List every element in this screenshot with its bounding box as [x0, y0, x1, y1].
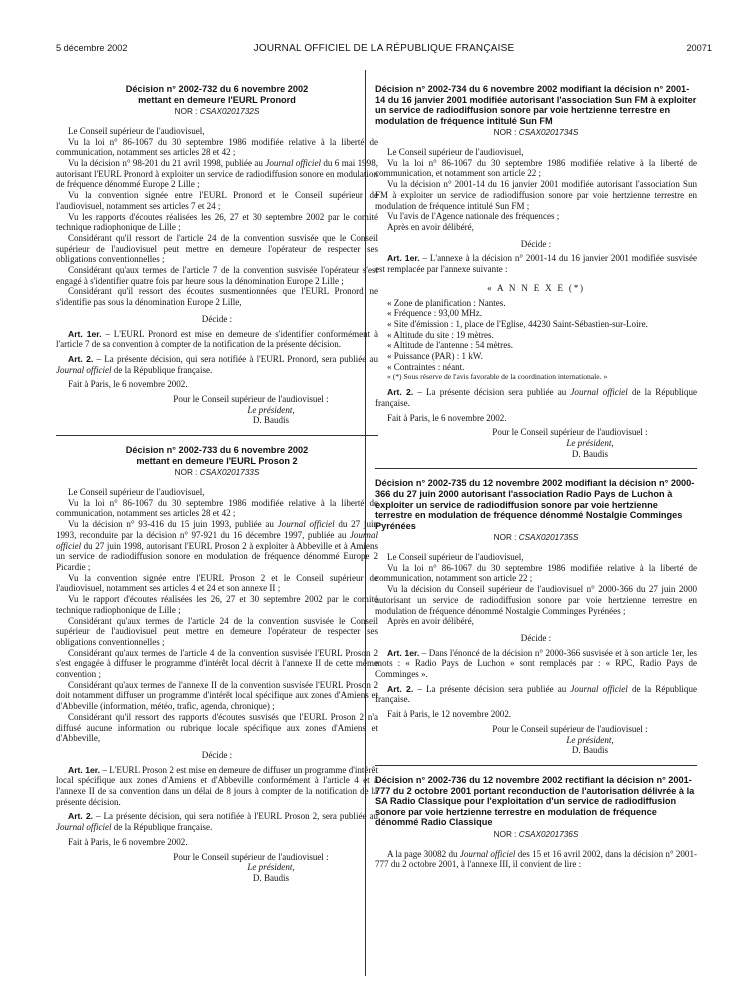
- header-page-number: 20071: [686, 43, 712, 53]
- paragraph: Considérant qu'aux termes de l'annexe II de la convention susvisée l'EURL Proson 2 doit notamment diffuser un programme d'intérêt local spécifique aux zones d'Amiens et d'Abbeville (information, météo, trafic, agenda, chronique) ;: [56, 679, 378, 712]
- decision-title: Décision n° 2002-734 du 6 novembre 2002 modifiant la décision n° 2001-14 du 16 janvier 2001 modifiée autorisant l'association Sun FM à exploiter un service de radiodiffusion sonore par voie hertzienne terrestre en modulation de fréquence intitulé Sun FM: [375, 84, 697, 126]
- annexe-item: « Zone de planification : Nantes.: [387, 297, 506, 308]
- section-divider: [56, 435, 378, 436]
- header-journal-title: JOURNAL OFFICIEL DE LA RÉPUBLIQUE FRANÇAISE: [253, 43, 515, 54]
- paragraph: Vu la loi n° 86-1067 du 30 septembre 1986 modifiée relative à la liberté de communication, notamment son article 22 ;: [375, 562, 697, 584]
- decision-2002-733: [56, 445, 378, 884]
- annexe-item: « Altitude du site : 19 mètres.: [387, 329, 494, 340]
- right-column: [375, 84, 697, 870]
- paragraph: Après en avoir délibéré,: [387, 222, 474, 232]
- nor-reference: NOR : CSAX0201736S: [493, 829, 579, 839]
- paragraph: Considérant qu'aux termes de l'article 7 de la convention susvisée l'opérateur s'est engagé à s'identifier quatre fois par heure sous la dénomination Europe 2 Lille ;: [56, 265, 378, 286]
- nor-reference: NOR : CSAX0201732S: [174, 107, 260, 117]
- decision-2002-732: [56, 84, 378, 426]
- decide-heading: Décide :: [201, 313, 233, 324]
- article-1: Art. 1er. – L'annexe à la décision n° 2001-14 du 16 janvier 2001 modifiée susvisée est remplacée par l'annexe suivante :: [375, 253, 697, 275]
- article-1: Art. 1er. – L'EURL Pronord est mise en demeure de s'identifier conformément à l'article 7 de sa convention à compter de la notification de la présente décision.: [56, 328, 378, 350]
- annexe-item: « Site d'émission : 1, place de l'Eglise, 44230 Saint-Sébastien-sur-Loire.: [387, 318, 648, 329]
- annexe-item: « Contraintes : néant.: [387, 361, 465, 372]
- annexe-item: « Altitude de l'antenne : 54 mètres.: [387, 340, 513, 351]
- running-header: [56, 43, 712, 57]
- decision-2002-735: [375, 478, 697, 756]
- paragraph: Vu la décision du Conseil supérieur de l'audiovisuel n° 2000-366 du 27 juin 2000 autorisant un service de radiodiffusion sonore par voie hertzienne terrestre en modulation de fréquence dénommé Nostalgie Comminges Pyrénées ;: [375, 584, 697, 616]
- paragraph: Vu l'avis de l'Agence nationale des fréquences ;: [387, 211, 560, 222]
- signature-block: Pour le Conseil supérieur de l'audiovisuel : Le président, D. Baudis: [492, 427, 648, 459]
- article-1: Art. 1er. – L'EURL Proson 2 est mise en demeure de diffuser un programme d'intérêt local spécifique aux zones d'Amiens et d'Abbeville conformément à l'article 4 et à l'annexe II de sa convention dans un délai de 8 jours à compter de la notification de la présente décision.: [56, 764, 378, 807]
- paragraph: Vu la décision n° 2001-14 du 16 janvier 2001 modifiée autorisant l'association Sun FM à exploiter un service de radiodiffusion sonore par voie hertzienne terrestre en modulation de fréquence intitulé Sun FM ;: [375, 179, 697, 211]
- paragraph: Le Conseil supérieur de l'audiovisuel,: [68, 487, 205, 498]
- paragraph: Vu la loi n° 86-1067 du 30 septembre 1986 modifiée relative à la liberté de communication, notamment ses articles 28 et 42 ;: [56, 497, 378, 519]
- paragraph: Le Conseil supérieur de l'audiovisuel,: [68, 125, 205, 136]
- signature-date: Fait à Paris, le 6 novembre 2002.: [387, 412, 507, 423]
- section-divider: [375, 468, 697, 469]
- paragraph: Considérant qu'il ressort de l'article 24 de la convention susvisée que le Conseil supérieur de l'audiovisuel peut mettre en demeure l'opérateur de respecter ses obligations conventionnelles ;: [56, 232, 378, 265]
- signature-block: Pour le Conseil supérieur de l'audiovisuel : Le président, D. Baudis: [492, 723, 648, 756]
- signature-block: Pour le Conseil supérieur de l'audiovisuel : Le président, D. Baudis: [173, 851, 329, 883]
- header-date: 5 décembre 2002: [56, 43, 128, 53]
- annexe-list: [375, 298, 697, 373]
- signature-block: Pour le Conseil supérieur de l'audiovisuel : Le président, D. Baudis: [173, 394, 329, 426]
- decision-title: Décision n° 2002-732 du 6 novembre 2002 mettant en demeure l'EURL Pronord: [125, 84, 309, 105]
- paragraph: Considérant qu'aux termes de l'article 24 de la convention susvisée le Conseil supérieur de l'audiovisuel peut mettre en demeure l'opérateur de respecter ses obligations conventionnelles ;: [56, 615, 378, 647]
- article-2: Art. 2. – La présente décision sera publiée au Journal officiel de la République française.: [375, 387, 697, 408]
- decision-title: Décision n° 2002-733 du 6 novembre 2002 mettant en demeure l'EURL Proson 2: [125, 445, 309, 466]
- section-divider: [375, 765, 697, 766]
- paragraph: Vu la loi n° 86-1067 du 30 septembre 1986 modifiée relative à la liberté de communication, notamment ses articles 28 et 42 ;: [56, 136, 378, 158]
- paragraph: Vu la convention signée entre l'EURL Pronord et le Conseil supérieur de l'audiovisuel, notamment ses articles 7 et 24 ;: [56, 190, 378, 211]
- paragraph: Vu la loi n° 86-1067 du 30 septembre 1986 modifiée relative à la liberté de communication, et notamment son article 22 ;: [375, 157, 697, 179]
- article-1: Art. 1er. – Dans l'énoncé de la décision n° 2000-366 susvisée et à son article 1er, les mots : « Radio Pays de Luchon » sont remplacés par : « RPC, Radio Pays de Comminges ».: [375, 647, 697, 680]
- annexe-heading: « A N N E X E (*): [487, 282, 585, 293]
- paragraph: Vu le rapport d'écoutes réalisées les 26, 27 et 30 septembre 2002 par le comité technique radiophonique de Lille ;: [56, 594, 378, 615]
- paragraph: Vu la décision n° 98-201 du 21 avril 1998, publiée au Journal officiel du 6 mai 1998, autorisant l'EURL Pronord à exploiter un service de radiodiffusion sonore en modulation de fréquence dénommé Europe 2 Lille ;: [56, 158, 378, 190]
- article-2: Art. 2. – La présente décision, qui sera notifiée à l'EURL Proson 2, sera publiée au Journal officiel de la République française.: [56, 811, 378, 833]
- paragraph: Considérant qu'il ressort des écoutes susmentionnées que l'EURL Pronord ne s'identifie pas sous la dénomination Europe 2 Lille,: [56, 286, 378, 308]
- decide-heading: Décide :: [201, 749, 233, 760]
- signature-date: Fait à Paris, le 12 novembre 2002.: [387, 709, 512, 720]
- paragraph: Le Conseil supérieur de l'audiovisuel,: [387, 147, 524, 158]
- annexe-item: « Fréquence : 93,00 MHz.: [387, 308, 482, 319]
- decide-heading: Décide :: [520, 238, 552, 249]
- decide-heading: Décide :: [520, 632, 552, 643]
- left-column: [56, 84, 378, 884]
- nor-reference: NOR : CSAX0201733S: [174, 468, 260, 478]
- paragraph: Le Conseil supérieur de l'audiovisuel,: [387, 552, 524, 563]
- paragraph: Considérant qu'il ressort des rapports d'écoutes susvisés que l'EURL Proson 2 n'a diffusé aucune information ou rubrique locale spécifique aux zones d'Amiens et d'Abbeville,: [56, 711, 378, 744]
- decision-title: Décision n° 2002-735 du 12 novembre 2002 modifiant la décision n° 2000-366 du 27 juin 2000 autorisant l'association Radio Pays de Luchon à exploiter un service de radiodiffusion sonore par voie hertzienne terrestre en modulation de fréquence dénommé Nostalgie Comminges Pyrénées: [375, 478, 695, 531]
- nor-reference: NOR : CSAX0201735S: [493, 533, 579, 543]
- paragraph: Après en avoir délibéré,: [387, 616, 474, 627]
- paragraph: A la page 30082 du Journal officiel des 15 et 16 avril 2002, dans la décision n° 2001-777 du 2 octobre 2001, à l'annexe III, il convient de lire :: [375, 848, 697, 870]
- article-2: Art. 2. – La présente décision, qui sera notifiée à l'EURL Pronord, sera publiée au Journal officiel de la République française.: [56, 353, 378, 375]
- paragraph: Vu la convention signée entre l'EURL Proson 2 et le Conseil supérieur de l'audiovisuel, notamment ses articles 4 et 24 et son annexe II ;: [56, 572, 378, 594]
- nor-reference: NOR : CSAX0201734S: [493, 128, 579, 138]
- decision-title: Décision n° 2002-736 du 12 novembre 2002 rectifiant la décision n° 2001-777 du 2 octobre 2001 portant reconduction de l'autorisation délivrée à la SA Radio Classique pour l'exploitation d'un service de radiodiffusion sonore par voie hertzienne terrestre en modulation de fréquence dénommé Radio Classique: [375, 774, 695, 828]
- annexe-item: « Puissance (PAR) : 1 kW.: [387, 351, 483, 362]
- signature-date: Fait à Paris, le 6 novembre 2002.: [68, 379, 188, 390]
- annexe-footnote: « (*) Sous réserve de l'avis favorable de la coordination internationale. »: [387, 372, 608, 382]
- signature-date: Fait à Paris, le 6 novembre 2002.: [68, 836, 188, 847]
- paragraph: Vu les rapports d'écoutes réalisées les 26, 27 et 30 septembre 2002 par le comité technique radiophonique de Lille ;: [56, 211, 378, 233]
- article-2: Art. 2. – La présente décision sera publiée au Journal officiel de la République française.: [375, 683, 697, 705]
- decision-2002-734: [375, 84, 697, 459]
- decision-2002-736: [375, 775, 697, 870]
- paragraph: Vu la décision n° 93-416 du 15 juin 1993, publiée au Journal officiel du 27 juin 1993, reconduite par la décision n° 97-921 du 16 décembre 1997, publiée au Journal officiel du 27 juin 1998, autorisant l'EURL Proson 2 à exploiter à Abbeville et à Amiens un service de radiodiffusion sonore en modulation de fréquence dénommé Europe 2 Picardie ;: [56, 519, 379, 572]
- paragraph: Considérant qu'aux termes de l'article 4 de la convention susvisée l'EURL Proson 2 s'est engagée à diffuser le programme d'intérêt local décrit à l'annexe II de cette même convention ;: [56, 647, 378, 680]
